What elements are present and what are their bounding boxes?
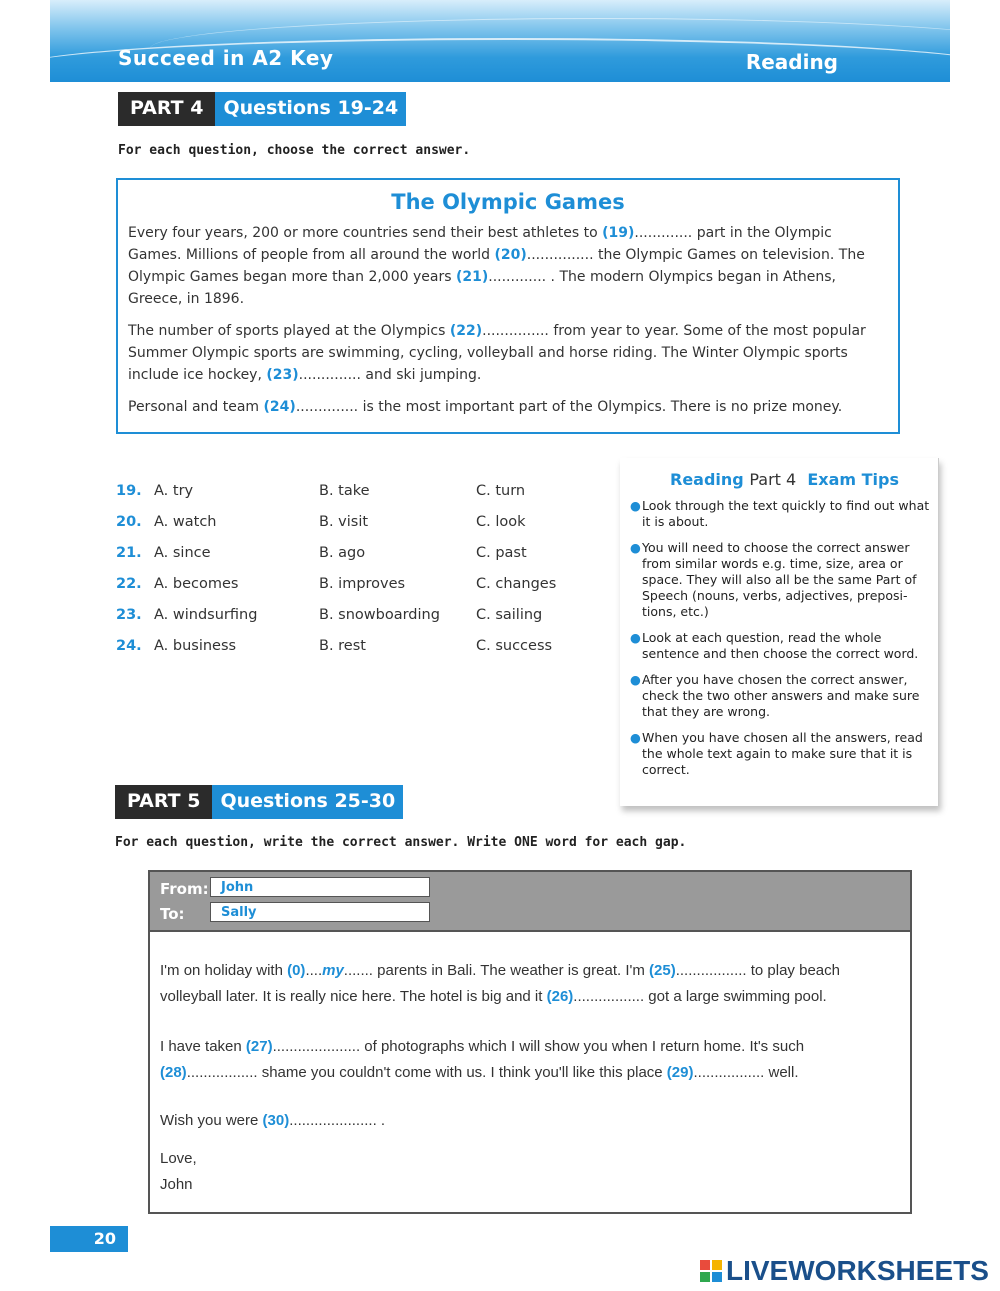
exam-tips-panel	[620, 458, 939, 806]
gap-29[interactable]: (29)	[666, 1064, 694, 1081]
paragraph-1: Every four years, 200 or more countries send their best athletes to (19)............. part in the Olympic Games. Millions of people from all around the world (20)............... the Olympic Games on television. The Olympic Games began more than 2,000 years (21)............. . The modern Olympics began in Athens, Greece, in 1896.	[128, 225, 865, 307]
tip-item: ● Look through the text quickly to find out what it is about.	[630, 498, 930, 529]
gap-21[interactable]: (21)	[455, 269, 489, 285]
liveworksheets-logo	[700, 1255, 989, 1287]
gap-26[interactable]: (26)	[546, 988, 574, 1005]
bullet-icon: ●	[630, 630, 641, 645]
paragraph-2: The number of sports played at the Olympics (22)............... from year to year. Some of the most popular Summer Olympic sports are swimming, cycling, volleyball and horse riding. The Winter Olympic sports include ice hockey, (23).............. and ski jumping.	[128, 323, 866, 383]
logo-icon	[700, 1260, 722, 1282]
part4-questions: Questions 19-24	[215, 92, 406, 126]
part5-label: PART 5	[115, 785, 212, 819]
email-paragraph-2: I have taken (27)..................... of photographs which I will show you when I return home. It's such (28)................. shame you couldn't come with us. I think you'll like this place (29)................. well.	[160, 1038, 805, 1081]
option-a[interactable]: A. business	[154, 638, 237, 654]
part4-heading	[118, 92, 406, 126]
tip-item: ● Look at each question, read the whole sentence and then choose the correct word.	[630, 630, 919, 661]
option-c[interactable]: C. turn	[476, 483, 526, 499]
bullet-icon: ●	[630, 672, 641, 687]
part5-questions: Questions 25-30	[212, 785, 403, 819]
option-b[interactable]: B. improves	[319, 576, 406, 592]
part4-instruction: For each question, choose the correct answer.	[118, 143, 471, 158]
option-b[interactable]: B. visit	[319, 514, 369, 530]
book-title: Succeed in A2 Key	[118, 46, 334, 70]
option-c[interactable]: C. sailing	[476, 607, 543, 623]
option-c[interactable]: C. success	[476, 638, 553, 654]
logo-text: LIVEWORKSHEETS	[726, 1255, 989, 1286]
option-b[interactable]: B. ago	[319, 545, 366, 561]
gap-24[interactable]: (24)	[263, 399, 296, 415]
header-banner	[50, 0, 950, 82]
tip-item: ● When you have chosen all the answers, read the whole text again to make sure that it is correct.	[630, 730, 923, 777]
to-label: To:	[160, 905, 185, 923]
page-number: 20	[50, 1226, 128, 1252]
option-c[interactable]: C. look	[476, 514, 526, 530]
example-answer: my	[322, 962, 344, 979]
email-paragraph-1: I'm on holiday with (0)....my....... parents in Bali. The weather is great. I'm (25)................. to play beach volleyball later. It is really nice here. The hotel is big and it (26)................. got a large swimming pool.	[160, 962, 840, 1005]
tip-item: ● You will need to choose the correct answer from similar words e.g. time, size, area or space. They will also all be the same Part of Speech (nouns, verbs, adjectives, preposi-tions, etc.)	[630, 540, 917, 619]
gap-30[interactable]: (30)	[262, 1112, 290, 1129]
tips-list	[628, 498, 934, 788]
email-signoff: Love,	[160, 1150, 197, 1167]
to-field: Sally	[210, 902, 430, 922]
from-field: John	[210, 877, 430, 897]
email-card	[148, 870, 912, 1214]
gap-19[interactable]: (19)	[602, 225, 635, 241]
gap-20[interactable]: (20)	[494, 247, 527, 263]
gap-28[interactable]: (28)	[160, 1064, 187, 1081]
option-a[interactable]: A. since	[154, 545, 211, 561]
option-a[interactable]: A. watch	[154, 514, 217, 530]
option-a[interactable]: A. becomes	[154, 576, 239, 592]
part4-label: PART 4	[118, 92, 215, 126]
email-paragraph-3: Wish you were (30)..................... .	[160, 1112, 386, 1129]
email-signature: John	[160, 1176, 193, 1193]
gap-0: (0)	[287, 962, 306, 979]
bullet-icon: ●	[630, 498, 641, 513]
gap-22[interactable]: (22)	[449, 323, 483, 339]
reading-text-box	[116, 178, 900, 434]
gap-27[interactable]: (27)	[245, 1038, 273, 1055]
option-a[interactable]: A. try	[154, 483, 194, 499]
from-label: From:	[160, 880, 209, 898]
email-body	[150, 958, 910, 1198]
option-c[interactable]: C. changes	[476, 576, 557, 592]
exam-tips-title: Reading Part 4 Exam Tips	[670, 470, 899, 489]
bullet-icon: ●	[630, 730, 641, 745]
text-title: The Olympic Games	[391, 190, 625, 214]
gap-23[interactable]: (23)	[266, 367, 299, 383]
section-title: Reading	[745, 50, 838, 74]
bullet-icon: ●	[630, 540, 641, 555]
option-c[interactable]: C. past	[476, 545, 527, 561]
part5-instruction: For each question, write the correct answer. Write ONE word for each gap.	[115, 835, 687, 850]
option-a[interactable]: A. windsurfing	[154, 607, 258, 623]
tip-item: ● After you have chosen the correct answer, check the two other answers and make sure that they are wrong.	[630, 672, 920, 719]
option-b[interactable]: B. snowboarding	[319, 607, 440, 623]
paragraph-3: Personal and team (24).............. is the most important part of the Olympics. There is no prize money.	[128, 399, 843, 415]
part5-heading	[115, 785, 403, 819]
option-b[interactable]: B. rest	[319, 638, 366, 654]
gap-25[interactable]: (25)	[649, 962, 676, 979]
email-header	[150, 872, 910, 932]
option-b[interactable]: B. take	[319, 483, 370, 499]
